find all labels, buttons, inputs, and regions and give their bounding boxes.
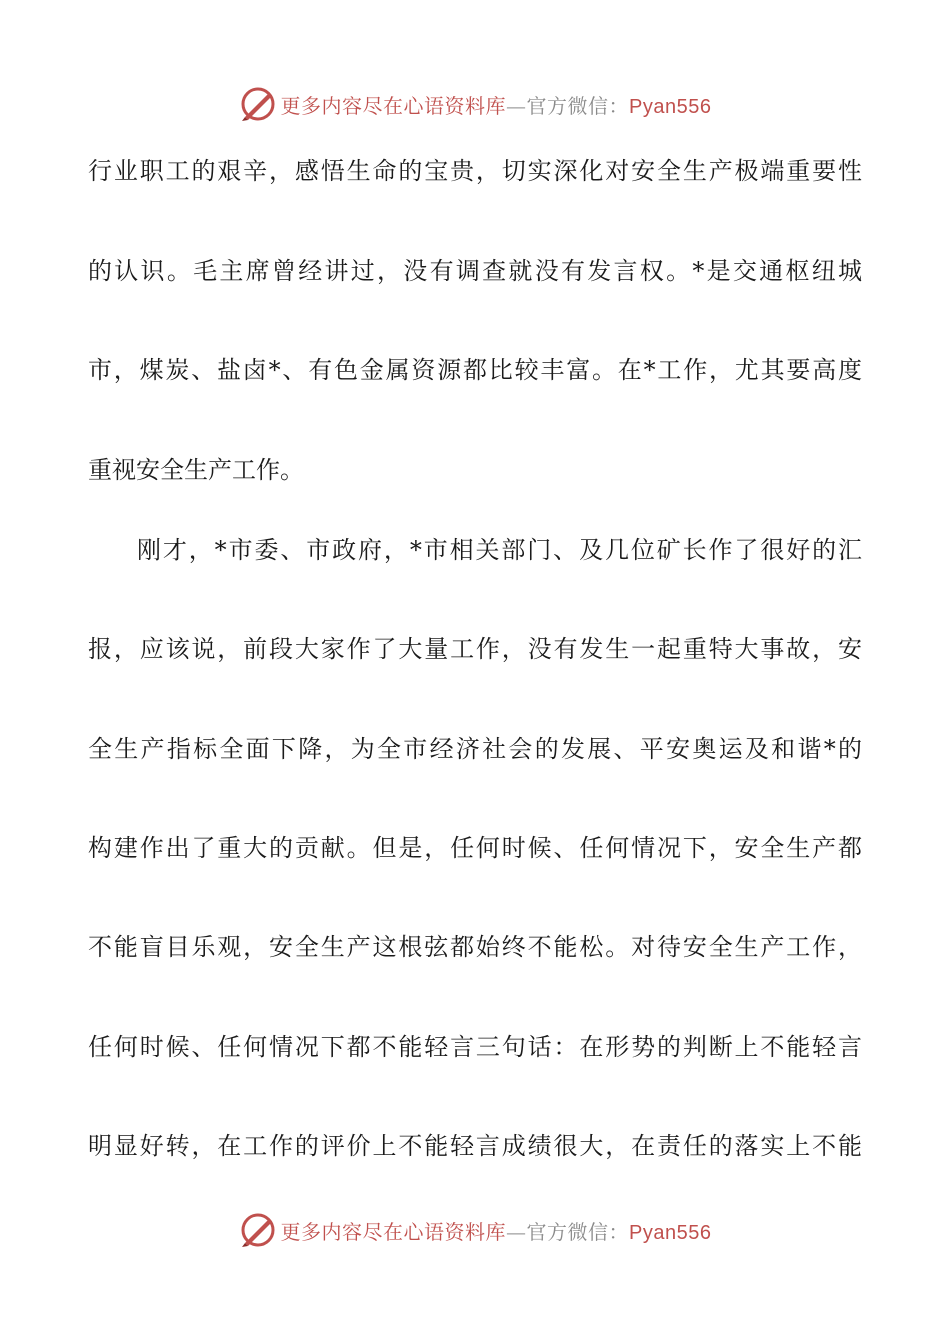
- paragraph-line: 任何时候、任何情况下都不能轻言三句话：在形势的判断上不能轻言: [88, 1033, 862, 1061]
- paragraph-line: 构建作出了重大的贡献。但是，任何时候、任何情况下，安全生产都: [88, 834, 862, 862]
- pen-logo-icon: [239, 1211, 277, 1249]
- paragraph-line: 行业职工的艰辛，感悟生命的宝贵，切实深化对安全生产极端重要性: [88, 157, 862, 185]
- paragraph-line: 报，应该说，前段大家作了大量工作，没有发生一起重特大事故，安: [88, 635, 862, 663]
- paragraph-line: 不能盲目乐观，安全生产这根弦都始终不能松。对待安全生产工作，: [88, 933, 862, 961]
- header-banner: [0, 84, 950, 124]
- paragraph-line: 全生产指标全面下降，为全市经济社会的发展、平安奥运及和谐*的: [88, 735, 862, 763]
- pen-logo-icon: [239, 85, 277, 123]
- paragraph-line: 市，煤炭、盐卤*、有色金属资源都比较丰富。在*工作，尤其要高度: [88, 356, 862, 384]
- paragraph-line: 重视安全生产工作。: [88, 456, 304, 484]
- paragraph-line: 刚才，*市委、市政府，*市相关部门、及几位矿长作了很好的汇: [137, 536, 862, 564]
- header-banner-text: 更多内容尽在心语资料库—官方微信：Pyan556: [280, 93, 712, 118]
- paragraph-line: 明显好转，在工作的评价上不能轻言成绩很大，在责任的落实上不能: [88, 1132, 862, 1160]
- footer-banner-text: 更多内容尽在心语资料库—官方微信：Pyan556: [280, 1219, 712, 1244]
- paragraph-line: 的认识。毛主席曾经讲过，没有调查就没有发言权。*是交通枢纽城: [88, 257, 862, 285]
- footer-banner: [0, 1210, 950, 1250]
